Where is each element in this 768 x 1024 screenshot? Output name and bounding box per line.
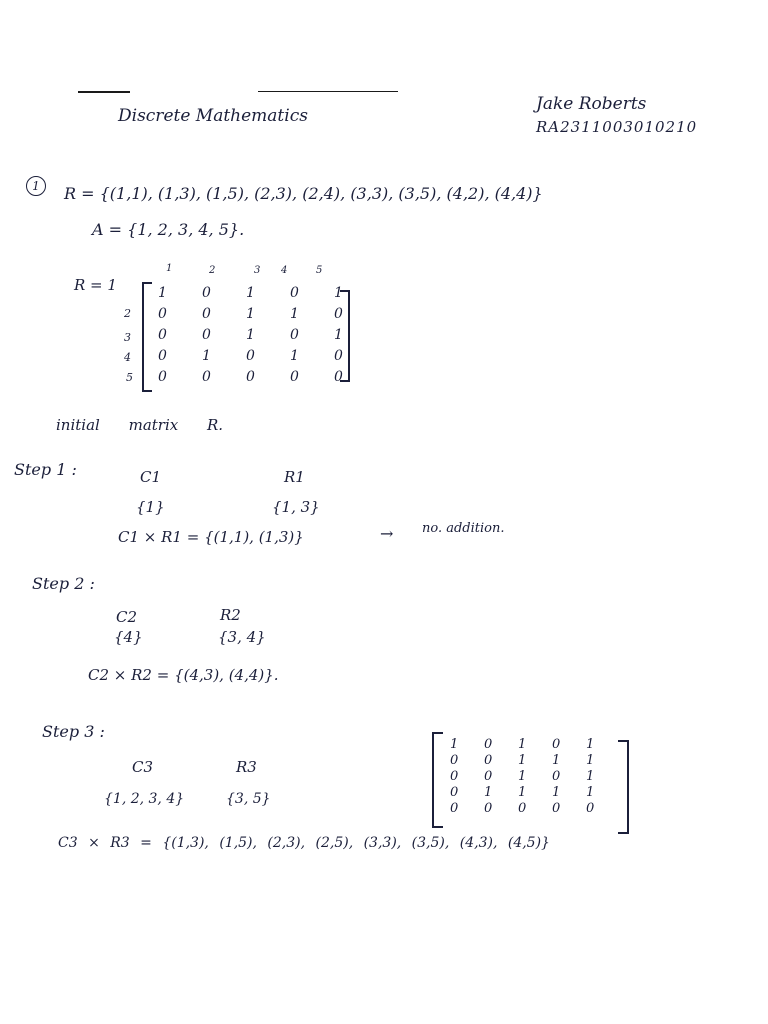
matrix-cell: 1 bbox=[246, 285, 255, 301]
matrix-cell: 0 bbox=[334, 369, 343, 385]
row-header: 2 bbox=[124, 307, 131, 320]
matrix-cell: 1 bbox=[518, 753, 527, 768]
step1-arrow: → bbox=[380, 524, 394, 543]
step2-c-label: C2 bbox=[116, 608, 138, 626]
step2-c-set: {4} bbox=[114, 628, 143, 646]
matrix-cell: 0 bbox=[484, 753, 493, 768]
row-header: 3 bbox=[124, 331, 131, 344]
matrix-cell: 0 bbox=[334, 306, 343, 322]
matrix-cell: 0 bbox=[518, 801, 527, 816]
matrix-cell: 1 bbox=[586, 769, 595, 784]
matrix-cell: 1 bbox=[552, 753, 561, 768]
step1-note: no. addition. bbox=[422, 521, 505, 536]
matrix-cell: 0 bbox=[484, 737, 493, 752]
matrix-cell: 1 bbox=[586, 737, 595, 752]
matrix-cell: 0 bbox=[450, 769, 459, 784]
step3-matrix-bracket-left bbox=[432, 732, 443, 828]
matrix-cell: 1 bbox=[586, 785, 595, 800]
matrix-cell: 1 bbox=[290, 306, 299, 322]
matrix-cell: 1 bbox=[158, 285, 167, 301]
step3-r-label: R3 bbox=[236, 758, 257, 776]
step2-r-set: {3, 4} bbox=[218, 628, 266, 646]
relation-definition: R = {(1,1), (1,3), (1,5), (2,3), (2,4), (3,3), (3,5), (4,2), (4,4)} bbox=[64, 184, 543, 203]
step3-r-set: {3, 5} bbox=[226, 791, 271, 807]
matrix-cell: 1 bbox=[518, 737, 527, 752]
matrix-cell: 1 bbox=[290, 348, 299, 364]
step3-product: C3 × R3 = {(1,3), (1,5), (2,3), (2,5), (3,3), (3,5), (4,3), (4,5)} bbox=[58, 835, 550, 851]
step3-c-set: {1, 2, 3, 4} bbox=[104, 791, 185, 807]
subject-title: Discrete Mathematics bbox=[118, 106, 308, 126]
matrix-caption: initial matrix R. bbox=[56, 416, 224, 434]
matrix-cell: 0 bbox=[552, 737, 561, 752]
matrix-cell: 1 bbox=[202, 348, 211, 364]
step1-r-label: R1 bbox=[284, 468, 305, 486]
matrix-cell: 1 bbox=[246, 327, 255, 343]
matrix-cell: 0 bbox=[158, 348, 167, 364]
col-header: 1 bbox=[166, 263, 173, 274]
matrix-cell: 0 bbox=[450, 801, 459, 816]
matrix-cell: 0 bbox=[158, 306, 167, 322]
matrix-bracket-left bbox=[142, 282, 152, 392]
matrix-cell: 1 bbox=[334, 327, 343, 343]
matrix-label: R = 1 bbox=[74, 276, 117, 294]
matrix-cell: 0 bbox=[334, 348, 343, 364]
matrix-cell: 0 bbox=[246, 348, 255, 364]
col-header: 2 bbox=[209, 265, 216, 276]
matrix-cell: 0 bbox=[158, 327, 167, 343]
matrix-cell: 0 bbox=[450, 785, 459, 800]
header-rule-mid bbox=[258, 91, 398, 92]
col-header: 3 bbox=[254, 265, 261, 276]
matrix-cell: 0 bbox=[246, 369, 255, 385]
matrix-cell: 0 bbox=[158, 369, 167, 385]
matrix-cell: 0 bbox=[202, 306, 211, 322]
matrix-cell: 0 bbox=[552, 769, 561, 784]
row-header: 5 bbox=[126, 371, 133, 384]
matrix-cell: 0 bbox=[290, 285, 299, 301]
matrix-cell: 0 bbox=[484, 801, 493, 816]
step1-r-set: {1, 3} bbox=[272, 498, 320, 516]
matrix-cell: 1 bbox=[246, 306, 255, 322]
matrix-cell: 0 bbox=[290, 327, 299, 343]
question-number bbox=[26, 176, 46, 196]
step1-title: Step 1 : bbox=[14, 460, 77, 479]
matrix-cell: 0 bbox=[202, 327, 211, 343]
step3-c-label: C3 bbox=[132, 758, 154, 776]
step1-product: C1 × R1 = {(1,1), (1,3)} bbox=[118, 528, 304, 546]
matrix-cell: 1 bbox=[552, 785, 561, 800]
student-name: Jake Roberts bbox=[536, 94, 647, 114]
matrix-cell: 0 bbox=[450, 753, 459, 768]
matrix-cell: 1 bbox=[450, 737, 459, 752]
row-header: 4 bbox=[124, 351, 131, 364]
student-id: RA2311003010210 bbox=[536, 118, 698, 136]
matrix-cell: 1 bbox=[484, 785, 493, 800]
header-rule-left bbox=[78, 91, 130, 93]
matrix-cell: 0 bbox=[586, 801, 595, 816]
matrix-cell: 0 bbox=[290, 369, 299, 385]
matrix-cell: 1 bbox=[518, 769, 527, 784]
col-header: 4 bbox=[281, 265, 288, 276]
step1-c-set: {1} bbox=[136, 498, 165, 516]
matrix-cell: 0 bbox=[202, 369, 211, 385]
matrix-cell: 1 bbox=[518, 785, 527, 800]
step3-title: Step 3 : bbox=[42, 722, 105, 741]
matrix-cell: 0 bbox=[552, 801, 561, 816]
step1-c-label: C1 bbox=[140, 468, 162, 486]
matrix-cell: 1 bbox=[334, 285, 343, 301]
matrix-cell: 0 bbox=[484, 769, 493, 784]
step2-product: C2 × R2 = {(4,3), (4,4)}. bbox=[88, 666, 279, 684]
matrix-cell: 0 bbox=[202, 285, 211, 301]
set-a-definition: A = {1, 2, 3, 4, 5}. bbox=[92, 220, 245, 239]
step3-matrix-bracket-right bbox=[618, 740, 629, 834]
col-header: 5 bbox=[316, 265, 323, 276]
question-number-text: 1 bbox=[32, 179, 40, 193]
matrix-cell: 1 bbox=[586, 753, 595, 768]
step2-r-label: R2 bbox=[220, 606, 241, 624]
step2-title: Step 2 : bbox=[32, 574, 95, 593]
